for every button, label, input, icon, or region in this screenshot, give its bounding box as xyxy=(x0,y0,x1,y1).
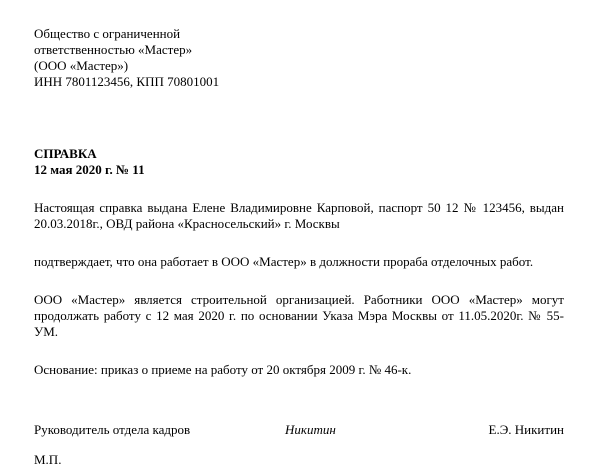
paragraph-basis: Основание: приказ о приеме на работу от 20 октября 2009 г. № 46-к. xyxy=(34,362,412,377)
signature-row xyxy=(34,422,564,438)
paragraph-organization-info: ООО «Мастер» является строительной организацией. Работники ООО «Мастер» могут продолжать работу с 12 мая 2020 г. по основании Указа Мэра Москвы от 11.05.2020г. № 55-УМ. xyxy=(34,292,564,339)
signer-name: Е.Э. Никитин xyxy=(488,422,564,437)
organization-header xyxy=(34,26,564,90)
document-date-number: 12 мая 2020 г. № 11 xyxy=(34,162,145,177)
signer-role: Руководитель отдела кадров xyxy=(34,422,191,437)
stamp-place-label: М.П. xyxy=(34,452,62,467)
document-page xyxy=(34,26,564,468)
paragraph-confirms: подтверждает, что она работает в ООО «Мастер» в должности прораба отделочных работ. xyxy=(34,254,534,269)
organization-name-line-2: ответственностью «Мастер» xyxy=(34,42,193,57)
document-title: СПРАВКА xyxy=(34,146,97,161)
organization-short-name: (ООО «Мастер») xyxy=(34,58,129,73)
organization-name-line-1: Общество с ограниченной xyxy=(34,26,181,41)
organization-tax-ids: ИНН 7801123456, КПП 70801001 xyxy=(34,74,220,89)
handwritten-signature: Никитин xyxy=(285,422,336,437)
paragraph-issued-to: Настоящая справка выдана Елене Владимировне Карповой, паспорт 50 12 № 123456, выдан 20.03.2018г., ОВД района «Красносельский» г. Москвы xyxy=(34,200,564,231)
